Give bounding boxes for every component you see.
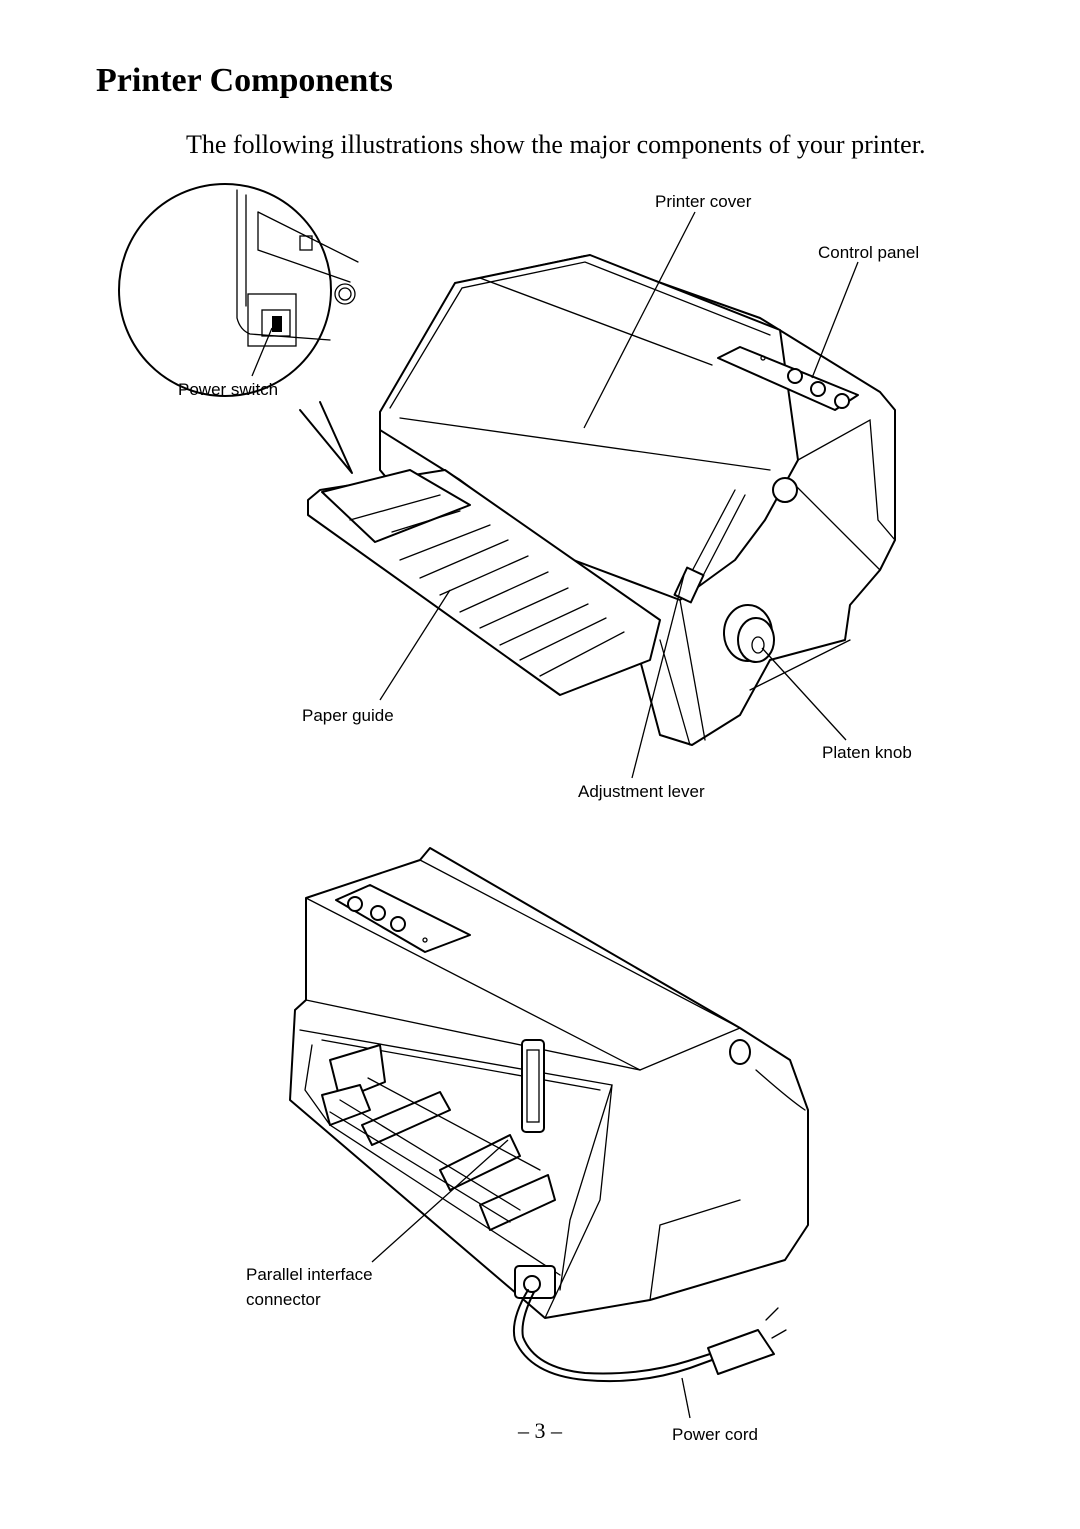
- label-power-cord: Power cord: [672, 1425, 758, 1444]
- label-adjustment-lever: Adjustment lever: [578, 782, 705, 801]
- printer-front-illustration: [119, 184, 919, 801]
- page-title: Printer Components: [96, 62, 393, 99]
- label-power-switch: Power switch: [178, 380, 279, 399]
- intro-text: The following illustrations show the major components of your printer.: [186, 130, 926, 159]
- printer-rear-body: [290, 848, 808, 1318]
- page-number: – 3 –: [518, 1418, 562, 1443]
- label-parallel-interface-connector: connector: [246, 1290, 321, 1309]
- power-switch-callout: [119, 184, 358, 473]
- label-parallel-interface: Parallel interface: [246, 1265, 373, 1284]
- label-printer-cover: Printer cover: [655, 192, 752, 211]
- label-control-panel: Control panel: [818, 243, 920, 262]
- printer-rear-illustration: [246, 848, 808, 1444]
- label-paper-guide: Paper guide: [302, 706, 394, 725]
- label-platen-knob: Platen knob: [822, 743, 912, 762]
